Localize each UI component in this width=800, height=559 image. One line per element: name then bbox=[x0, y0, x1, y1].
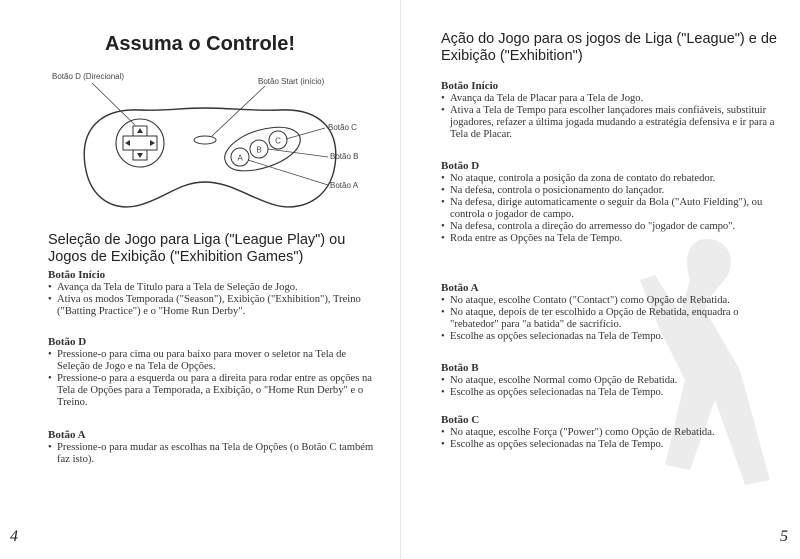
right-page bbox=[400, 0, 800, 559]
block-heading: Botão D bbox=[441, 160, 480, 172]
list-item: • Escolhe as opções selecionadas na Tela de Tempo. bbox=[441, 387, 781, 399]
list-item: • Pressione-o para cima ou para baixo para mover o seletor na Tela de Seleção de Jogo e na Tela de Opções. bbox=[48, 349, 378, 373]
dpad-icon bbox=[116, 119, 164, 167]
left-block-d bbox=[48, 336, 378, 409]
label-start: Botão Start (início) bbox=[258, 77, 325, 86]
block-heading: Botão D bbox=[48, 336, 87, 348]
list-item: • Avança da Tela de Placar para a Tela de Jogo. bbox=[441, 93, 781, 105]
list-item: • No ataque, depois de ter escolhido a Opção de Rebatida, enquadra o "rebatedor" para "a batida" de sacrifício. bbox=[441, 307, 781, 331]
list-item: • Na defesa, dirige automaticamente o seguir da Bola ("Auto Fielding"), ou controla o jogador de campo. bbox=[441, 197, 781, 221]
section-heading: Ação do Jogo para os jogos de Liga ("League") e de Exibição ("Exhibition") bbox=[441, 31, 777, 64]
list-item: • No ataque, escolhe Força ("Power") como Opção de Rebatida. bbox=[441, 427, 781, 439]
page-number: 5 bbox=[780, 528, 788, 545]
left-block-start bbox=[48, 269, 378, 318]
list-item: • No ataque, escolhe Contato ("Contact") como Opção de Rebatida. bbox=[441, 295, 781, 307]
label-c: Botão C bbox=[328, 123, 357, 132]
block-heading: Botão Início bbox=[48, 269, 106, 281]
left-block-a bbox=[48, 429, 378, 466]
list-item: • Na defesa, controla a direção do arremesso do "jogador de campo". bbox=[441, 221, 781, 233]
list-item: • Ativa a Tela de Tempo para escolher lançadores mais confiáveis, substituir jogadores, refazer a última jogada mudando a estratégia defensiva e ir para a Tela de Placar. bbox=[441, 105, 781, 141]
page-number: 4 bbox=[10, 528, 18, 545]
right-block-d bbox=[441, 160, 781, 245]
start-button-icon bbox=[194, 136, 216, 144]
section-heading: Seleção de Jogo para Liga ("League Play") ou Jogos de Exibição ("Exhibition Games") bbox=[48, 232, 346, 265]
label-b: Botão B bbox=[330, 152, 359, 161]
list-item: • Pressione-o para a esquerda ou para a direita para rodar entre as opções na Tela de Opções para a Temporada, a Exibição, o "Home Run Derby" e o Treino. bbox=[48, 373, 378, 409]
right-block-start bbox=[441, 80, 781, 141]
block-heading: Botão Início bbox=[441, 80, 499, 92]
button-b-icon bbox=[250, 140, 268, 158]
button-c-icon bbox=[269, 131, 287, 149]
block-heading: Botão B bbox=[441, 362, 479, 374]
list-item: • Pressione-o para mudar as escolhas na Tela de Opções (o Botão C também faz isto). bbox=[48, 442, 378, 466]
list-item: • Escolhe as opções selecionadas na Tela de Tempo. bbox=[441, 331, 781, 343]
block-heading: Botão A bbox=[441, 282, 479, 294]
controller-diagram bbox=[0, 0, 400, 230]
list-item: • Escolhe as opções selecionadas na Tela de Tempo. bbox=[441, 439, 781, 451]
block-heading: Botão C bbox=[441, 414, 480, 426]
label-dpad: Botão D (Direcional) bbox=[52, 72, 125, 81]
right-block-b bbox=[441, 362, 781, 399]
page-title: Assuma o Controle! bbox=[104, 33, 296, 55]
list-item: • No ataque, escolhe Normal como Opção de Rebatida. bbox=[441, 375, 781, 387]
list-item: • Na defesa, controla o posicionamento do lançador. bbox=[441, 185, 781, 197]
svg-text:A: A bbox=[237, 153, 243, 163]
right-block-c bbox=[441, 414, 781, 451]
list-item: • Avança da Tela de Título para a Tela de Seleção de Jogo. bbox=[48, 282, 378, 294]
block-heading: Botão A bbox=[48, 429, 86, 441]
list-item: • Roda entre as Opções na Tela de Tempo. bbox=[441, 233, 781, 245]
svg-text:C: C bbox=[275, 136, 281, 146]
label-a: Botão A bbox=[330, 181, 359, 190]
button-a-icon bbox=[231, 148, 249, 166]
list-item: • Ativa os modos Temporada ("Season"), Exibição ("Exhibition"), Treino ("Batting Practice") e o "Home Run Derby". bbox=[48, 294, 378, 318]
list-item: • No ataque, controla a posição da zona de contato do rebatedor. bbox=[441, 173, 781, 185]
right-block-a bbox=[441, 282, 781, 343]
svg-text:B: B bbox=[256, 145, 262, 155]
